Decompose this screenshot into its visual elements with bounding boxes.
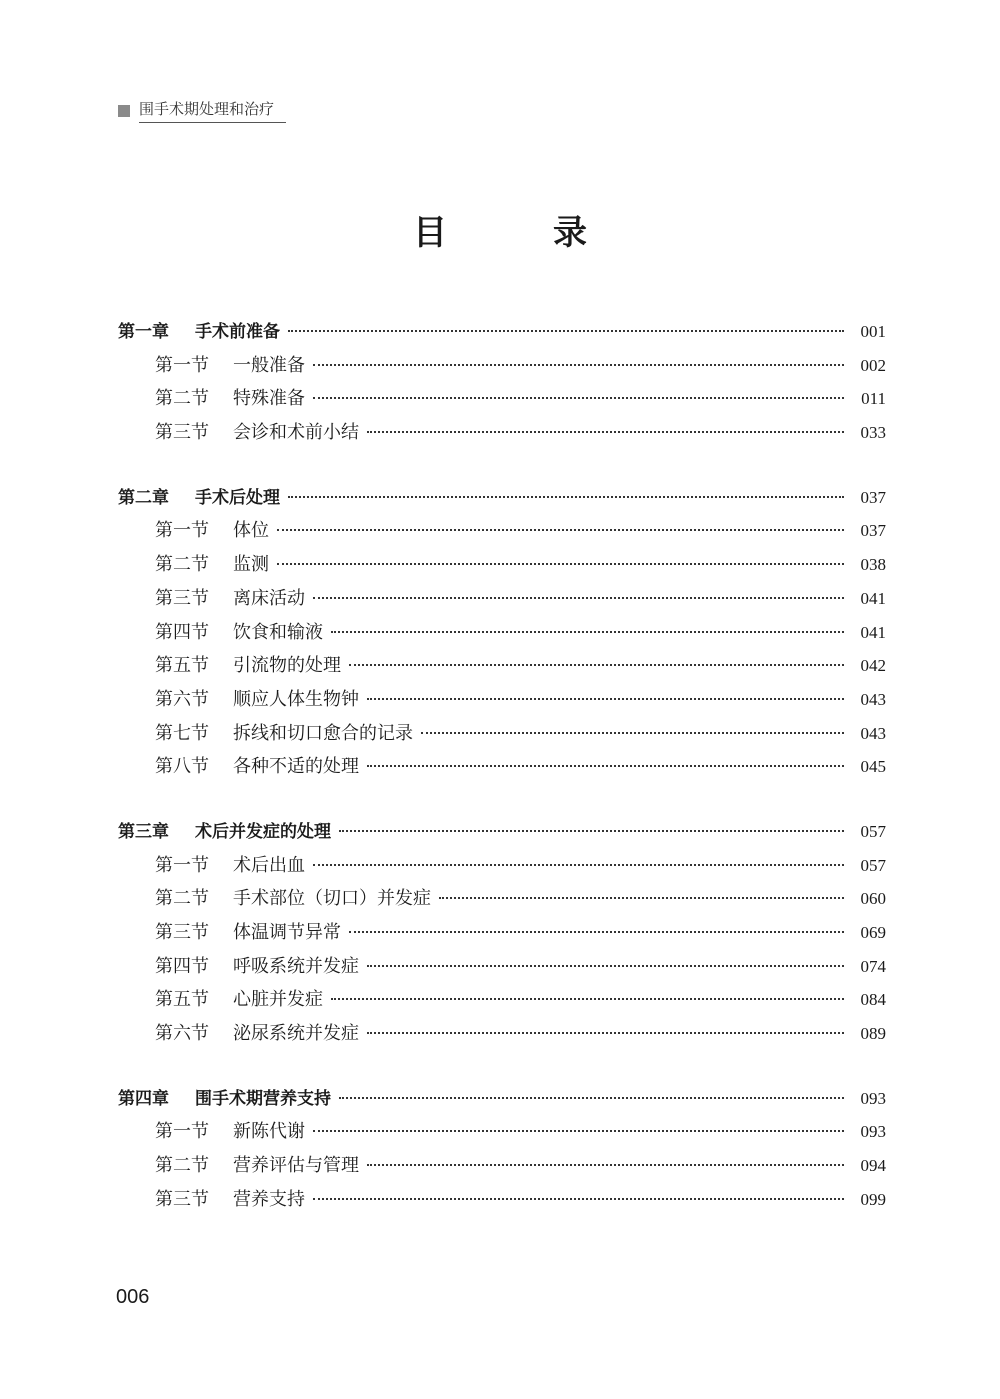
toc-section-entry[interactable]: [118, 382, 886, 416]
toc-chapter-entry[interactable]: [118, 315, 886, 349]
toc-chapter-entry-page: 057: [860, 821, 886, 841]
toc-section-entry-number: 第二节: [155, 888, 209, 910]
page-title: 目 录: [413, 213, 623, 253]
toc-section-entry-number: 第二节: [155, 1155, 209, 1177]
toc-section-entry[interactable]: [118, 849, 886, 883]
toc-section-entry-title: 会诊和术前小结: [233, 422, 359, 444]
dot-leader: [313, 397, 844, 399]
dot-leader: [313, 597, 844, 599]
dot-leader: [277, 529, 844, 531]
dot-leader: [331, 631, 844, 633]
toc-section-entry-title: 泌尿系统并发症: [233, 1023, 359, 1045]
toc-section-entry-number: 第一节: [155, 520, 209, 542]
toc-section-entry-title: 体温调节异常: [233, 922, 341, 943]
toc-section-entry-number: 第一节: [155, 854, 209, 876]
toc-section-entry[interactable]: [118, 717, 886, 751]
dot-leader: [288, 330, 844, 332]
toc-section-entry-page: 069: [860, 923, 886, 942]
toc-section-entry-number: 第三节: [155, 922, 209, 943]
chapter-block: [118, 815, 886, 1051]
book-title: 围手术期处理和治疗: [139, 98, 286, 123]
toc-section-entry[interactable]: [118, 983, 886, 1017]
dot-leader: [367, 698, 844, 700]
toc-section-entry[interactable]: [118, 882, 886, 916]
toc-section-entry-number: 第三节: [155, 1188, 209, 1210]
toc-section-entry-title: 监测: [233, 554, 269, 576]
toc-section-entry-page: 060: [860, 889, 886, 909]
toc-chapter-entry-page: 093: [860, 1088, 886, 1108]
toc-section-entry-title: 顺应人体生物钟: [233, 688, 359, 710]
running-header: [118, 98, 286, 123]
toc-section-entry[interactable]: [118, 649, 886, 683]
toc-section-entry[interactable]: [118, 582, 886, 616]
toc-chapter-entry-number: 第二章: [118, 487, 169, 508]
toc-section-entry-title: 体位: [233, 520, 269, 542]
table-of-contents: [118, 315, 886, 1248]
toc-section-entry-title: 营养支持: [233, 1188, 305, 1210]
toc-chapter-entry[interactable]: [118, 481, 886, 515]
toc-section-entry[interactable]: [118, 683, 886, 717]
toc-section-entry[interactable]: [118, 616, 886, 650]
page-number: 006: [116, 1286, 150, 1308]
toc-section-entry-page: 033: [860, 423, 886, 443]
toc-section-entry-number: 第六节: [155, 688, 209, 710]
toc-section-entry-page: 094: [860, 1156, 886, 1176]
toc-section-entry-number: 第三节: [155, 422, 209, 444]
toc-section-entry[interactable]: [118, 1149, 886, 1183]
toc-section-entry-title: 各种不适的处理: [233, 756, 359, 778]
chapter-block: [118, 315, 886, 450]
toc-section-entry-number: 第三节: [155, 587, 209, 609]
toc-section-entry-page: 043: [860, 723, 886, 743]
toc-section-entry-title: 拆线和切口愈合的记录: [233, 722, 413, 744]
dot-leader: [367, 765, 844, 767]
toc-chapter-entry-title: 手术后处理: [195, 487, 280, 508]
toc-section-entry-title: 一般准备: [233, 354, 305, 376]
toc-section-entry-page: 037: [860, 521, 886, 541]
toc-section-entry-page: 042: [860, 656, 886, 676]
toc-chapter-entry-title: 围手术期营养支持: [195, 1088, 331, 1109]
dot-leader: [339, 1097, 844, 1099]
toc-section-entry-page: 041: [860, 588, 886, 608]
toc-section-entry-page: 093: [860, 1122, 886, 1142]
toc-chapter-entry[interactable]: [118, 1082, 886, 1116]
toc-section-entry-page: 011: [861, 389, 886, 409]
toc-section-entry-number: 第一节: [155, 1121, 209, 1143]
dot-leader: [421, 732, 844, 734]
toc-section-entry-number: 第四节: [155, 955, 209, 977]
toc-section-entry-page: 057: [860, 855, 886, 875]
toc-section-entry-page: 074: [860, 956, 886, 976]
toc-section-entry[interactable]: [118, 750, 886, 784]
dot-leader: [339, 830, 844, 832]
toc-chapter-entry-page: 037: [860, 487, 886, 507]
toc-chapter-entry[interactable]: [118, 815, 886, 849]
dot-leader: [331, 998, 844, 1000]
toc-chapter-entry-title: 术后并发症的处理: [195, 821, 331, 842]
dot-leader: [288, 496, 844, 498]
toc-section-entry[interactable]: [118, 1115, 886, 1149]
toc-chapter-entry-page: 001: [860, 322, 886, 341]
dot-leader: [367, 1164, 844, 1166]
toc-chapter-entry-number: 第四章: [118, 1088, 169, 1109]
toc-section-entry-page: 099: [860, 1189, 886, 1209]
toc-section-entry-number: 第五节: [155, 655, 209, 677]
toc-section-entry-title: 心脏并发症: [233, 989, 323, 1011]
toc-section-entry-title: 新陈代谢: [233, 1121, 305, 1143]
toc-section-entry-title: 引流物的处理: [233, 655, 341, 677]
toc-section-entry[interactable]: [118, 514, 886, 548]
dot-leader: [439, 897, 844, 899]
toc-section-entry-page: 041: [860, 622, 886, 642]
toc-section-entry-title: 手术部位（切口）并发症: [233, 888, 431, 910]
toc-section-entry-page: 045: [860, 757, 886, 777]
toc-section-entry[interactable]: [118, 416, 886, 450]
toc-section-entry-page: 084: [860, 990, 886, 1010]
dot-leader: [313, 364, 844, 366]
toc-section-entry-number: 第四节: [155, 621, 209, 643]
toc-section-entry-page: 089: [860, 1024, 886, 1044]
toc-section-entry-title: 术后出血: [233, 854, 305, 876]
dot-leader: [367, 1032, 844, 1034]
toc-section-entry-title: 特殊准备: [233, 388, 305, 410]
dot-leader: [367, 431, 844, 433]
toc-section-entry-number: 第六节: [155, 1023, 209, 1045]
toc-section-entry-page: 043: [860, 689, 886, 709]
chapter-block: [118, 481, 886, 784]
toc-section-entry[interactable]: [118, 349, 886, 383]
toc-section-entry[interactable]: [118, 1017, 886, 1051]
dot-leader: [367, 965, 844, 967]
toc-chapter-entry-number: 第三章: [118, 821, 169, 842]
toc-section-entry-title: 饮食和输液: [233, 621, 323, 643]
toc-section-entry[interactable]: [118, 916, 886, 950]
dot-leader: [349, 931, 844, 933]
toc-section-entry-number: 第二节: [155, 554, 209, 576]
dot-leader: [313, 864, 844, 866]
toc-section-entry[interactable]: [118, 548, 886, 582]
toc-section-entry-page: 002: [860, 355, 886, 375]
toc-section-entry-number: 第五节: [155, 989, 209, 1011]
toc-section-entry-title: 营养评估与管理: [233, 1155, 359, 1177]
toc-section-entry-number: 第八节: [155, 756, 209, 778]
toc-section-entry-number: 第七节: [155, 722, 209, 744]
square-bullet-icon: [118, 105, 130, 117]
toc-section-entry-page: 038: [860, 555, 886, 575]
toc-section-entry-title: 呼吸系统并发症: [233, 955, 359, 977]
toc-chapter-entry-number: 第一章: [118, 322, 169, 342]
toc-chapter-entry-title: 手术前准备: [195, 322, 280, 342]
toc-section-entry[interactable]: [118, 950, 886, 984]
dot-leader: [277, 563, 844, 565]
dot-leader: [313, 1198, 844, 1200]
dot-leader: [313, 1130, 844, 1132]
dot-leader: [349, 664, 844, 666]
toc-section-entry[interactable]: [118, 1183, 886, 1217]
toc-section-entry-number: 第二节: [155, 388, 209, 410]
toc-section-entry-number: 第一节: [155, 354, 209, 376]
toc-section-entry-title: 离床活动: [233, 587, 305, 609]
chapter-block: [118, 1082, 886, 1217]
